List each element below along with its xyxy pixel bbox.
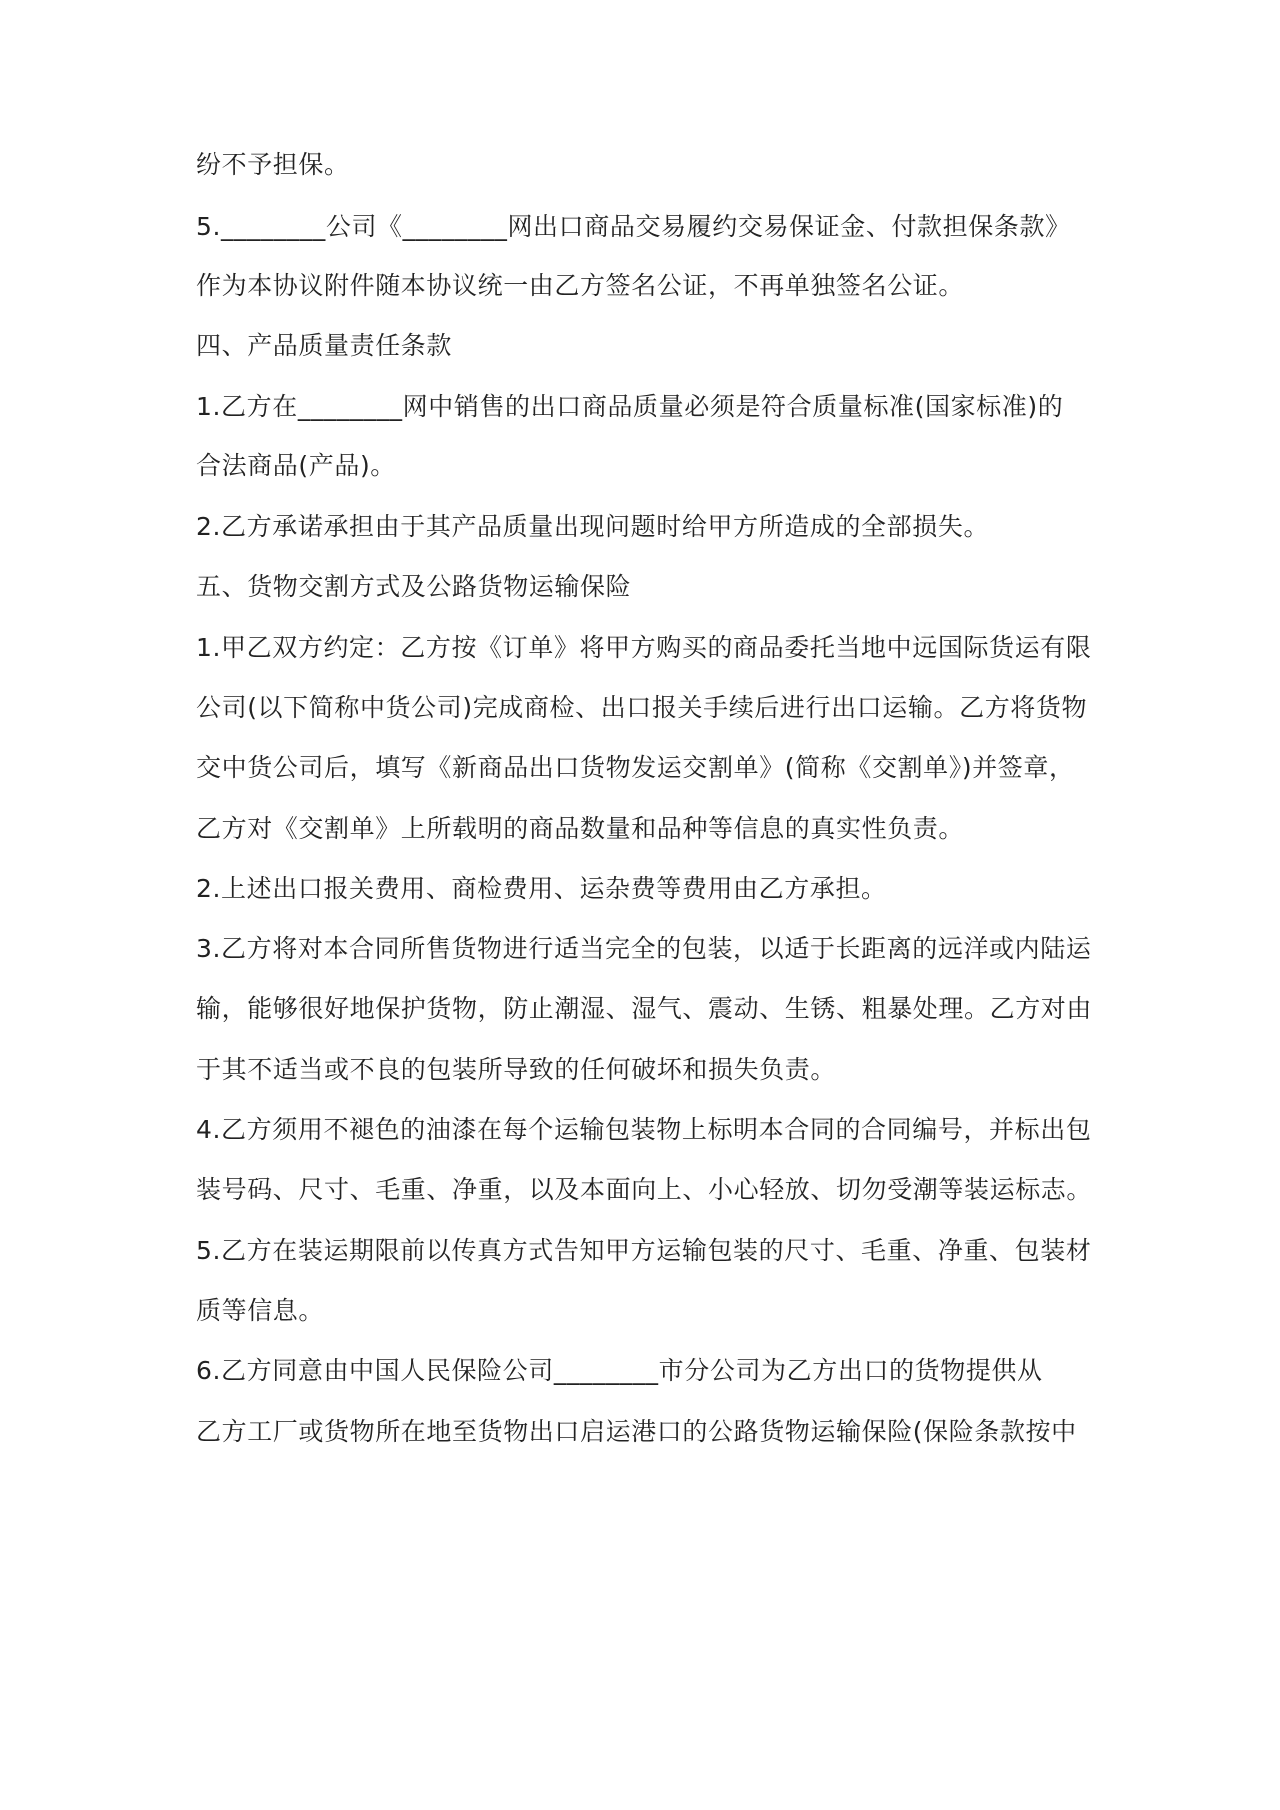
section-heading: 五、货物交割方式及公路货物运输保险 <box>196 572 632 601</box>
text-line: 1.甲乙双方约定：乙方按《订单》将甲方购买的商品委托当地中远国际货运有限 <box>196 633 1092 662</box>
text-line: 5.________公司《________网出口商品交易履约交易保证金、付款担保条款》 <box>196 212 1071 241</box>
text-line: 2.上述出口报关费用、商检费用、运杂费等费用由乙方承担。 <box>196 874 887 903</box>
text-line: 乙方对《交割单》上所载明的商品数量和品种等信息的真实性负责。 <box>196 814 965 843</box>
text-line: 4.乙方须用不褪色的油漆在每个运输包装物上标明本合同的合同编号，并标出包 <box>196 1115 1092 1144</box>
text-line: 于其不适当或不良的包装所导致的任何破坏和损失负责。 <box>196 1055 837 1084</box>
text-line: 3.乙方将对本合同所售货物进行适当完全的包装，以适于长距离的远洋或内陆运 <box>196 934 1092 963</box>
text-line: 1.乙方在________网中销售的出口商品质量必须是符合质量标准(国家标准)的 <box>196 392 1064 421</box>
text-line: 公司(以下简称中货公司)完成商检、出口报关手续后进行出口运输。乙方将货物 <box>196 693 1088 722</box>
section-heading: 四、产品质量责任条款 <box>196 331 453 360</box>
text-line: 5.乙方在装运期限前以传真方式告知甲方运输包装的尺寸、毛重、净重、包装材 <box>196 1236 1092 1265</box>
text-line: 输，能够很好地保护货物，防止潮湿、湿气、震动、生锈、粗暴处理。乙方对由 <box>196 994 1093 1023</box>
text-line: 质等信息。 <box>196 1296 325 1325</box>
text-line: 装号码、尺寸、毛重、净重，以及本面向上、小心轻放、切勿受潮等装运标志。 <box>196 1175 1093 1204</box>
text-line: 合法商品(产品)。 <box>196 451 396 480</box>
text-line: 6.乙方同意由中国人民保险公司________市分公司为乙方出口的货物提供从 <box>196 1356 1043 1385</box>
text-line: 乙方工厂或货物所在地至货物出口启运港口的公路货物运输保险(保险条款按中 <box>196 1417 1077 1446</box>
text-line: 2.乙方承诺承担由于其产品质量出现问题时给甲方所造成的全部损失。 <box>196 512 990 541</box>
text-line: 作为本协议附件随本协议统一由乙方签名公证，不再单独签名公证。 <box>196 271 965 300</box>
text-line: 纷不予担保。 <box>196 150 350 179</box>
text-line: 交中货公司后，填写《新商品出口货物发运交割单》(简称《交割单》)并签章， <box>196 753 1075 782</box>
